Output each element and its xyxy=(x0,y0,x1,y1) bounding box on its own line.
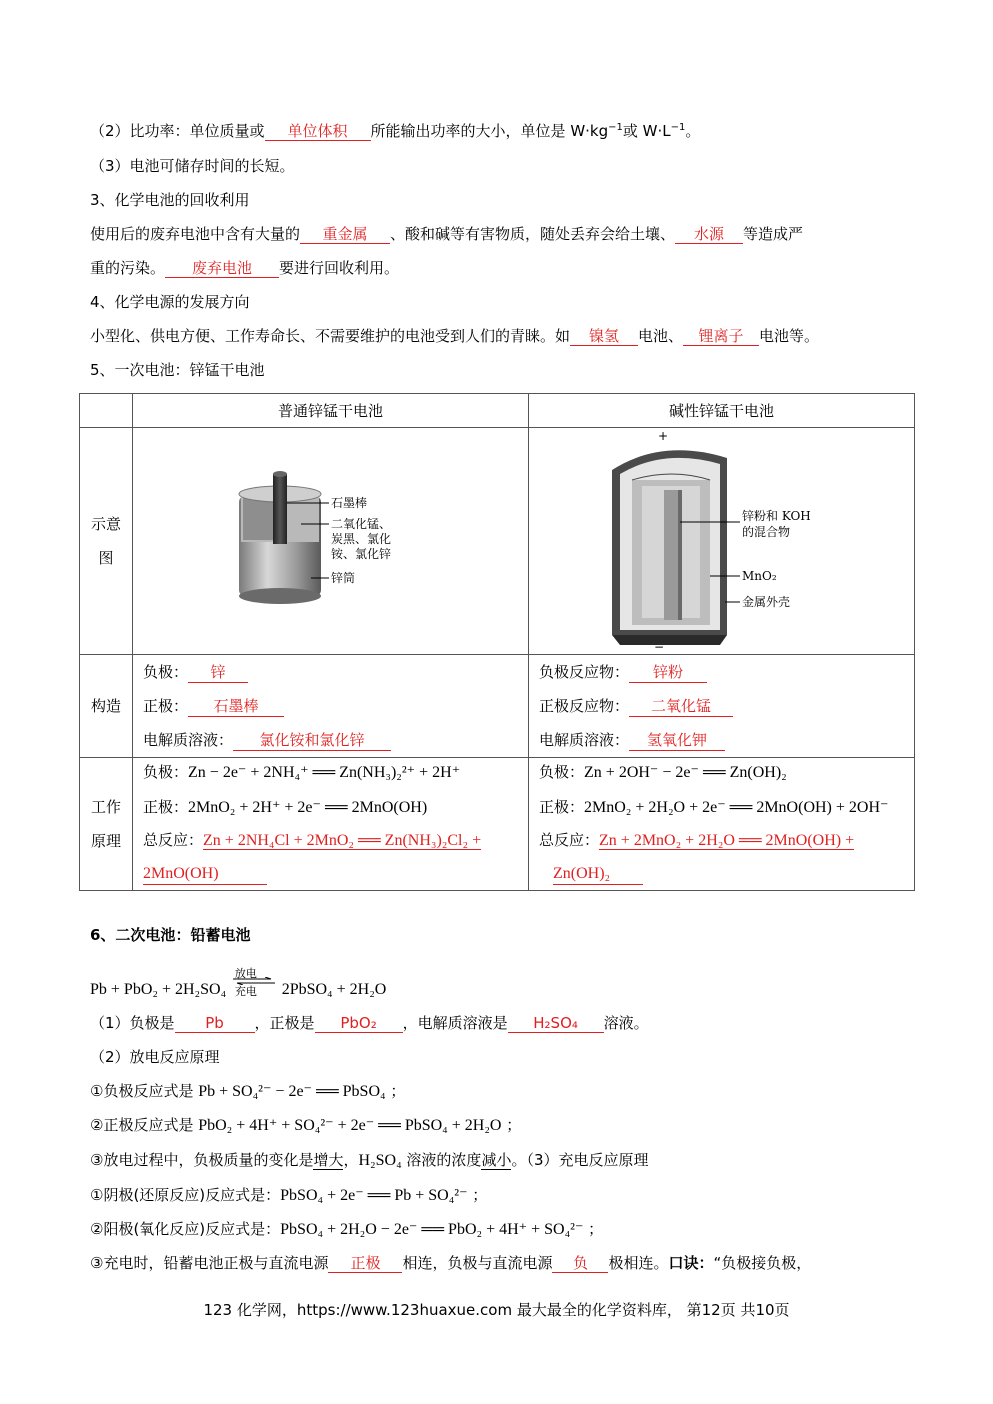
text: 、酸和碱等有害物质，随处丢弃会给土壤、 xyxy=(390,225,676,243)
answer-blank: 重金属 xyxy=(300,225,390,244)
equation: Zn − 2e⁻ + 2NH₄⁺ ══ Zn(NH₃)₂²⁺ + 2H⁺ xyxy=(188,764,461,781)
text: ； xyxy=(583,1220,604,1238)
negative-reaction-line xyxy=(90,1081,405,1102)
recycle-line-2 xyxy=(90,258,399,278)
text: 正极： xyxy=(143,798,189,816)
ordinary-structure-cell xyxy=(133,655,529,758)
diagram-label: 的混合物 xyxy=(741,525,790,539)
text: ； xyxy=(385,1082,406,1100)
row-label-principle xyxy=(80,758,133,891)
equation: PbSO₄ + 2H₂O − 2e⁻ ══ PbO₂ + 4H⁺ + SO₄²⁻ xyxy=(280,1221,584,1238)
text: 要进行回收利用。 xyxy=(279,259,400,277)
ordinary-battery-diagram xyxy=(133,428,529,655)
text: 图 xyxy=(98,549,114,567)
discharge-label: 放电 xyxy=(234,967,257,980)
row-label-structure: 构造 xyxy=(80,655,133,758)
diagram-label: 二氧化锰、 xyxy=(330,517,391,531)
answer-blank: 氯化铵和氯化锌 xyxy=(233,730,391,751)
text: 电池等。 xyxy=(759,327,820,345)
principle-line xyxy=(133,857,528,890)
text: “负极接负极， xyxy=(713,1254,812,1272)
answer-blank: 水源 xyxy=(675,225,743,244)
diagram-label: 石墨棒 xyxy=(330,496,367,510)
dry-cell-illustration xyxy=(211,466,451,616)
equation: 2MnO₂ + 2H⁺ + 2e⁻ ══ 2MnO(OH) xyxy=(188,799,428,816)
text: 负极： xyxy=(539,763,585,781)
alkaline-cell-illustration xyxy=(592,430,852,652)
page-footer: 123 化学网，https://www.123huaxue.com 最大最全的化学资料库， 第12页 共10页 xyxy=(203,1301,790,1319)
text: 极相连。 xyxy=(608,1254,669,1272)
principle-line xyxy=(133,824,528,857)
equation: Zn + 2OH⁻ − 2e⁻ ══ Zn(OH)₂ xyxy=(584,764,787,781)
text: 使用后的废弃电池中含有大量的 xyxy=(90,225,301,243)
text: 电池、 xyxy=(638,327,684,345)
answer-blank: PbO₂ xyxy=(315,1014,403,1033)
structure-line xyxy=(529,723,914,757)
answer-blank: 镍氢 xyxy=(570,327,638,346)
text: 负极反应物： xyxy=(539,663,630,681)
diagram-label: 铵、氯化锌 xyxy=(330,547,391,561)
discharge-principle-heading: （2）放电反应原理 xyxy=(90,1048,220,1066)
answer-blank: 废弃电池 xyxy=(165,259,279,278)
equation-right: 2PbSO₄ + 2H₂O xyxy=(281,981,387,998)
text: ； xyxy=(467,1186,488,1204)
zinc-manganese-table xyxy=(79,393,915,891)
superscript: −1 xyxy=(670,122,686,133)
text: 所能输出功率的大小，单位是 W·kg xyxy=(370,122,609,140)
development-line xyxy=(90,326,819,346)
text: 。（3）充电反应原理 xyxy=(511,1151,649,1169)
superscript: −1 xyxy=(608,122,623,133)
text: 正极： xyxy=(539,798,585,816)
text: 相连，负极与直流电源 xyxy=(402,1254,553,1272)
text: 溶液。 xyxy=(603,1014,649,1032)
text: 负极： xyxy=(143,663,189,681)
principle-line xyxy=(133,791,528,824)
minus-terminal-label: − xyxy=(653,640,664,652)
text: 正极反应物： xyxy=(539,697,630,715)
diagram-label: 金属外壳 xyxy=(741,595,790,609)
equation: PbO₂ + 4H⁺ + SO₄²⁻ + 2e⁻ ══ PbSO₄ + 2H₂O xyxy=(198,1117,502,1134)
electrode-question-line xyxy=(90,1013,649,1033)
row-label-diagram xyxy=(80,428,133,655)
positive-reaction-line xyxy=(90,1115,521,1136)
plus-terminal-label: + xyxy=(657,430,668,443)
answer-blank: Pb xyxy=(175,1014,255,1033)
text: 电解质溶液： xyxy=(143,731,234,749)
text: 示意 xyxy=(90,515,121,533)
answer-blank: 锌 xyxy=(188,662,248,683)
text: ， xyxy=(343,1151,359,1169)
text: 溶液的浓度 xyxy=(401,1151,482,1169)
principle-line xyxy=(529,857,914,890)
structure-line xyxy=(133,655,528,689)
charge-label: 充电 xyxy=(234,985,257,998)
text: 小型化、供电方便、工作寿命长、不需要维护的电池受到人们的青睐。如 xyxy=(90,327,571,345)
answer-underlined: 增大 xyxy=(313,1151,344,1169)
diagram-label: 炭黑、氯化 xyxy=(330,532,391,546)
storage-time-line: （3）电池可储存时间的长短。 xyxy=(90,157,295,175)
text: 正极： xyxy=(143,697,189,715)
text: 等造成严 xyxy=(743,225,804,243)
empty-header-cell xyxy=(80,394,133,428)
answer-blank: 石墨棒 xyxy=(188,696,284,717)
text: 重的污染。 xyxy=(90,259,166,277)
specific-power-line xyxy=(90,121,700,141)
structure-line xyxy=(529,689,914,723)
answer-blank: H₂SO₄ xyxy=(508,1014,604,1033)
principle-line xyxy=(529,791,914,824)
reversible-arrow xyxy=(231,964,277,996)
section-heading-6: 6、二次电池：铅蓄电池 xyxy=(90,926,251,944)
answer-equation: Zn(OH)₂ xyxy=(553,864,643,885)
section-heading-4: 4、化学电源的发展方向 xyxy=(90,293,250,311)
text: ②阳极(氧化反应)反应式是： xyxy=(90,1220,281,1238)
answer-underlined: 减小 xyxy=(481,1151,512,1169)
structure-line xyxy=(133,689,528,723)
answer-blank: 二氧化锰 xyxy=(629,696,733,717)
formula: H₂SO₄ xyxy=(358,1152,402,1169)
answer-blank: 锂离子 xyxy=(683,327,759,346)
text: （1）负极是 xyxy=(90,1014,175,1032)
cathode-reaction-line xyxy=(90,1185,487,1206)
text: 负极： xyxy=(143,763,189,781)
text: ，正极是 xyxy=(254,1014,315,1032)
text: ②正极反应式是 xyxy=(90,1116,199,1134)
text: （2）比功率：单位质量或 xyxy=(90,122,265,140)
header-alkaline-battery: 碱性锌锰干电池 xyxy=(529,394,915,428)
equation: 2MnO₂ + 2H₂O + 2e⁻ ══ 2MnO(OH) + 2OH⁻ xyxy=(584,799,889,816)
text: ③充电时，铅蓄电池正极与直流电源 xyxy=(90,1254,329,1272)
alkaline-battery-diagram xyxy=(529,428,915,655)
alkaline-structure-cell xyxy=(529,655,915,758)
principle-line xyxy=(133,758,528,791)
principle-line xyxy=(529,824,914,857)
lead-acid-equation xyxy=(90,964,386,1000)
answer-blank: 锌粉 xyxy=(629,662,707,683)
text: 总反应： xyxy=(539,831,600,849)
structure-line xyxy=(133,723,528,757)
text: ，电解质溶液是 xyxy=(402,1014,508,1032)
diagram-label: MnO₂ xyxy=(741,569,777,583)
header-ordinary-battery: 普通锌锰干电池 xyxy=(133,394,529,428)
answer-equation: Zn + 2MnO₂ + 2H₂O ══ 2MnO(OH) + xyxy=(599,832,855,849)
text: 或 W·L xyxy=(622,122,671,140)
answer-equation: Zn + 2NH₄Cl + 2MnO₂ ══ Zn(NH₃)₂Cl₂ + xyxy=(203,832,482,849)
equation: Pb + SO₄²⁻ − 2e⁻ ══ PbSO₄ xyxy=(198,1083,386,1100)
mnemonic-label: 口诀： xyxy=(668,1254,714,1272)
principle-line xyxy=(529,758,914,791)
text: ①负极反应式是 xyxy=(90,1082,199,1100)
text: 原理 xyxy=(90,832,121,850)
alkaline-principle-cell xyxy=(529,758,915,891)
answer-blank: 负 xyxy=(552,1254,608,1273)
text: 。 xyxy=(685,122,701,140)
discharge-change-line xyxy=(90,1150,649,1171)
text: 电解质溶液： xyxy=(539,731,630,749)
section-heading-5: 5、一次电池：锌锰干电池 xyxy=(90,361,265,379)
text: 工作 xyxy=(90,798,121,816)
answer-equation: 2MnO(OH) xyxy=(143,864,267,885)
equation-left: Pb + PbO₂ + 2H₂SO₄ xyxy=(90,981,227,998)
anode-reaction-line xyxy=(90,1219,603,1240)
section-heading-3: 3、化学电池的回收利用 xyxy=(90,191,250,209)
text: ③放电过程中，负极质量的变化是 xyxy=(90,1151,314,1169)
answer-blank: 氢氧化钾 xyxy=(629,730,725,751)
charging-connection-line xyxy=(90,1253,811,1273)
equation: PbSO₄ + 2e⁻ ══ Pb + SO₄²⁻ xyxy=(280,1187,468,1204)
text: ； xyxy=(501,1116,522,1134)
text: ①阴极(还原反应)反应式是： xyxy=(90,1186,281,1204)
ordinary-principle-cell xyxy=(133,758,529,891)
structure-line xyxy=(529,655,914,689)
recycle-line-1 xyxy=(90,224,803,244)
diagram-label: 锌粉和 KOH xyxy=(741,509,811,523)
answer-blank: 正极 xyxy=(328,1254,402,1273)
diagram-label: 锌筒 xyxy=(330,571,355,585)
text: 总反应： xyxy=(143,831,204,849)
answer-blank: 单位体积 xyxy=(265,122,371,141)
